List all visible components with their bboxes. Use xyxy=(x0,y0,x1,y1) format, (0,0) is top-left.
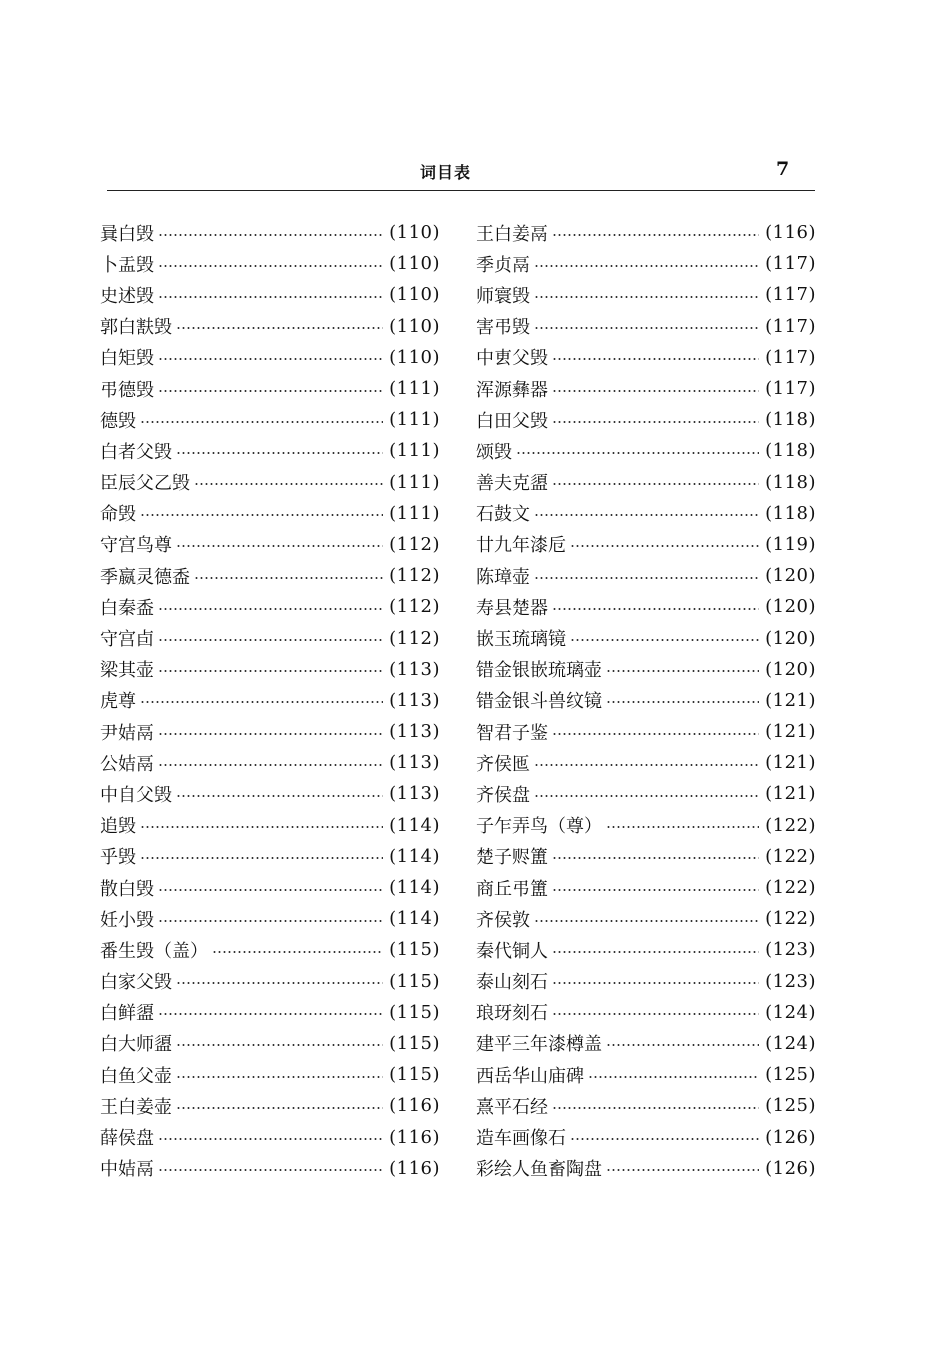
entry-page-ref: (115) xyxy=(389,1032,440,1054)
leader-dots xyxy=(140,825,383,829)
entry-name: 泰山刻石 xyxy=(476,972,548,994)
entry-page-ref: (113) xyxy=(389,658,440,680)
leader-dots xyxy=(552,1106,759,1110)
leader-dots xyxy=(194,482,383,486)
page-title: 词目表 xyxy=(420,163,472,182)
leader-dots xyxy=(552,420,759,424)
entry-name: 齐侯盘 xyxy=(476,784,530,806)
entry-name: 商丘弔簠 xyxy=(476,878,548,900)
index-entry xyxy=(476,778,816,809)
entry-page-ref: (118) xyxy=(765,440,816,462)
entry-name: 害弔毁 xyxy=(476,317,530,339)
entry-name: 善夫克盨 xyxy=(476,473,548,495)
entry-name: 熹平石经 xyxy=(476,1096,548,1118)
entry-page-ref: (113) xyxy=(389,689,440,711)
index-entry xyxy=(476,716,816,747)
index-entry xyxy=(476,934,816,965)
leader-dots xyxy=(158,638,383,642)
entry-page-ref: (122) xyxy=(765,908,816,930)
entry-name: 浑源彝器 xyxy=(476,379,548,401)
entry-page-ref: (120) xyxy=(765,627,816,649)
leader-dots xyxy=(212,950,383,954)
leader-dots xyxy=(176,451,383,455)
index-entry xyxy=(100,716,440,747)
leader-dots xyxy=(534,513,759,517)
leader-dots xyxy=(552,981,759,985)
entry-name: 西岳华山庙碑 xyxy=(476,1065,584,1087)
entry-name: 石鼓文 xyxy=(476,504,530,526)
index-entry xyxy=(100,997,440,1028)
leader-dots xyxy=(176,326,383,330)
leader-dots xyxy=(158,763,383,767)
index-entry xyxy=(100,279,440,310)
entry-page-ref: (111) xyxy=(389,440,440,462)
entry-name: 齐侯敦 xyxy=(476,909,530,931)
header-rule xyxy=(107,190,815,191)
entry-name: 守宫卣 xyxy=(100,629,154,651)
leader-dots xyxy=(140,420,383,424)
index-entry xyxy=(476,435,816,466)
index-entry xyxy=(476,997,816,1028)
entry-name: 公姞鬲 xyxy=(100,753,154,775)
entry-page-ref: (120) xyxy=(765,596,816,618)
entry-name: 妊小毁 xyxy=(100,909,154,931)
entry-name: 寿县楚器 xyxy=(476,597,548,619)
entry-name: 命毁 xyxy=(100,504,136,526)
index-entry xyxy=(100,903,440,934)
entry-name: 中姞鬲 xyxy=(100,1159,154,1181)
entry-page-ref: (119) xyxy=(765,533,816,555)
index-entry xyxy=(100,373,440,404)
entry-page-ref: (111) xyxy=(389,471,440,493)
index-entry xyxy=(476,1153,816,1184)
index-entry xyxy=(476,747,816,778)
entry-page-ref: (110) xyxy=(389,253,440,275)
leader-dots xyxy=(534,326,759,330)
index-entry xyxy=(476,560,816,591)
leader-dots xyxy=(516,451,759,455)
entry-name: 史述毁 xyxy=(100,285,154,307)
leader-dots xyxy=(140,513,383,517)
entry-page-ref: (114) xyxy=(389,845,440,867)
index-entry xyxy=(100,560,440,591)
index-entry xyxy=(100,747,440,778)
entry-name: 琅玡刻石 xyxy=(476,1003,548,1025)
entry-page-ref: (117) xyxy=(765,378,816,400)
leader-dots xyxy=(606,700,759,704)
index-entry xyxy=(476,622,816,653)
entry-page-ref: (121) xyxy=(765,783,816,805)
leader-dots xyxy=(570,544,759,548)
entry-name: 陈璋壶 xyxy=(476,566,530,588)
index-entry xyxy=(100,311,440,342)
leader-dots xyxy=(158,669,383,673)
entry-name: 王白姜鬲 xyxy=(476,223,548,245)
entry-name: 白矩毁 xyxy=(100,348,154,370)
leader-dots xyxy=(606,825,759,829)
entry-page-ref: (118) xyxy=(765,409,816,431)
leader-dots xyxy=(176,1043,383,1047)
left-index-column xyxy=(100,217,440,1184)
entry-page-ref: (114) xyxy=(389,877,440,899)
index-entry xyxy=(476,1028,816,1059)
leader-dots xyxy=(534,576,759,580)
leader-dots xyxy=(176,794,383,798)
entry-name: 德毁 xyxy=(100,410,136,432)
entry-name: 㠱白毁 xyxy=(100,223,154,245)
index-entry xyxy=(476,467,816,498)
leader-dots xyxy=(552,888,759,892)
entry-page-ref: (121) xyxy=(765,752,816,774)
page-number: 7 xyxy=(776,158,790,180)
leader-dots xyxy=(140,856,383,860)
entry-page-ref: (123) xyxy=(765,970,816,992)
entry-page-ref: (117) xyxy=(765,315,816,337)
leader-dots xyxy=(158,919,383,923)
entry-page-ref: (112) xyxy=(389,627,440,649)
index-entry xyxy=(100,685,440,716)
index-entry xyxy=(476,529,816,560)
entry-name: 乎毁 xyxy=(100,847,136,869)
index-entry xyxy=(100,342,440,373)
entry-name: 白鱼父壶 xyxy=(100,1065,172,1087)
leader-dots xyxy=(552,950,759,954)
entry-name: 中叀父毁 xyxy=(476,348,548,370)
entry-name: 追毁 xyxy=(100,816,136,838)
leader-dots xyxy=(158,233,383,237)
index-entry xyxy=(476,498,816,529)
entry-name: 白鲜盨 xyxy=(100,1003,154,1025)
index-entry xyxy=(100,1153,440,1184)
index-entry xyxy=(476,1090,816,1121)
entry-page-ref: (113) xyxy=(389,752,440,774)
entry-page-ref: (124) xyxy=(765,1001,816,1023)
index-entry xyxy=(476,841,816,872)
leader-dots xyxy=(552,389,759,393)
index-entry xyxy=(476,966,816,997)
entry-page-ref: (120) xyxy=(765,565,816,587)
entry-name: 廿九年漆卮 xyxy=(476,535,566,557)
entry-page-ref: (115) xyxy=(389,970,440,992)
leader-dots xyxy=(552,1012,759,1016)
entry-page-ref: (115) xyxy=(389,939,440,961)
entry-page-ref: (122) xyxy=(765,814,816,836)
entry-name: 散白毁 xyxy=(100,878,154,900)
entry-page-ref: (125) xyxy=(765,1064,816,1086)
entry-page-ref: (114) xyxy=(389,814,440,836)
index-entry xyxy=(476,1059,816,1090)
index-entry xyxy=(100,966,440,997)
entry-page-ref: (116) xyxy=(389,1095,440,1117)
leader-dots xyxy=(570,1137,759,1141)
index-entry xyxy=(476,311,816,342)
entry-name: 季贞鬲 xyxy=(476,254,530,276)
index-entry xyxy=(476,903,816,934)
entry-page-ref: (110) xyxy=(389,346,440,368)
entry-name: 建平三年漆樽盖 xyxy=(476,1034,602,1056)
index-entry xyxy=(100,841,440,872)
leader-dots xyxy=(140,700,383,704)
entry-page-ref: (126) xyxy=(765,1157,816,1179)
index-entry xyxy=(100,529,440,560)
leader-dots xyxy=(552,482,759,486)
leader-dots xyxy=(158,1012,383,1016)
leader-dots xyxy=(176,544,383,548)
leader-dots xyxy=(534,763,759,767)
entry-name: 颂毁 xyxy=(476,441,512,463)
entry-page-ref: (113) xyxy=(389,721,440,743)
entry-name: 白家父毁 xyxy=(100,972,172,994)
leader-dots xyxy=(552,233,759,237)
leader-dots xyxy=(552,856,759,860)
index-entry xyxy=(100,467,440,498)
index-entry xyxy=(100,1121,440,1152)
entry-page-ref: (111) xyxy=(389,409,440,431)
leader-dots xyxy=(158,1137,383,1141)
index-entry xyxy=(476,872,816,903)
index-entry xyxy=(100,622,440,653)
index-entry xyxy=(100,1028,440,1059)
index-entry xyxy=(100,654,440,685)
entry-page-ref: (120) xyxy=(765,658,816,680)
entry-page-ref: (115) xyxy=(389,1064,440,1086)
entry-name: 番生毁（盖） xyxy=(100,940,208,962)
entry-page-ref: (111) xyxy=(389,378,440,400)
entry-name: 弔德毁 xyxy=(100,379,154,401)
index-entry xyxy=(100,934,440,965)
entry-name: 子乍弄鸟（尊） xyxy=(476,816,602,838)
index-entry xyxy=(476,342,816,373)
entry-page-ref: (122) xyxy=(765,877,816,899)
entry-page-ref: (117) xyxy=(765,253,816,275)
index-entry xyxy=(100,217,440,248)
index-entry xyxy=(476,1121,816,1152)
entry-name: 楚子赆簠 xyxy=(476,847,548,869)
entry-name: 错金银嵌琉璃壶 xyxy=(476,660,602,682)
entry-page-ref: (116) xyxy=(389,1157,440,1179)
leader-dots xyxy=(158,357,383,361)
index-entry xyxy=(476,654,816,685)
entry-page-ref: (121) xyxy=(765,721,816,743)
entry-page-ref: (110) xyxy=(389,284,440,306)
entry-page-ref: (116) xyxy=(765,222,816,244)
index-entry xyxy=(100,810,440,841)
entry-page-ref: (111) xyxy=(389,502,440,524)
entry-page-ref: (110) xyxy=(389,222,440,244)
entry-page-ref: (110) xyxy=(389,315,440,337)
leader-dots xyxy=(552,607,759,611)
entry-name: 造车画像石 xyxy=(476,1128,566,1150)
entry-page-ref: (118) xyxy=(765,502,816,524)
entry-page-ref: (122) xyxy=(765,845,816,867)
index-entry xyxy=(100,248,440,279)
leader-dots xyxy=(534,264,759,268)
index-entry xyxy=(476,404,816,435)
entry-page-ref: (112) xyxy=(389,596,440,618)
entry-name: 臣辰父乙毁 xyxy=(100,473,190,495)
entry-name: 师寰毁 xyxy=(476,285,530,307)
index-entry xyxy=(100,404,440,435)
leader-dots xyxy=(158,1168,383,1172)
entry-name: 卜盂毁 xyxy=(100,254,154,276)
leader-dots xyxy=(534,919,759,923)
entry-name: 白田父毁 xyxy=(476,410,548,432)
leader-dots xyxy=(176,981,383,985)
leader-dots xyxy=(158,607,383,611)
entry-page-ref: (115) xyxy=(389,1001,440,1023)
leader-dots xyxy=(606,669,759,673)
leader-dots xyxy=(176,1075,383,1079)
entry-name: 齐侯匜 xyxy=(476,753,530,775)
entry-name: 智君子鉴 xyxy=(476,722,548,744)
leader-dots xyxy=(194,576,383,580)
entry-name: 中自父毁 xyxy=(100,784,172,806)
entry-page-ref: (126) xyxy=(765,1126,816,1148)
leader-dots xyxy=(534,295,759,299)
entry-page-ref: (124) xyxy=(765,1032,816,1054)
leader-dots xyxy=(552,357,759,361)
entry-name: 尹姞鬲 xyxy=(100,722,154,744)
index-entry xyxy=(100,1059,440,1090)
leader-dots xyxy=(158,389,383,393)
entry-name: 错金银斗兽纹镜 xyxy=(476,691,602,713)
index-entry xyxy=(476,279,816,310)
entry-page-ref: (125) xyxy=(765,1095,816,1117)
index-entry xyxy=(100,1090,440,1121)
entry-name: 白秦盉 xyxy=(100,597,154,619)
entry-page-ref: (113) xyxy=(389,783,440,805)
index-entry xyxy=(100,591,440,622)
leader-dots xyxy=(552,732,759,736)
entry-name: 王白姜壶 xyxy=(100,1096,172,1118)
entry-page-ref: (117) xyxy=(765,346,816,368)
leader-dots xyxy=(534,794,759,798)
entry-page-ref: (117) xyxy=(765,284,816,306)
entry-name: 彩绘人鱼畜陶盘 xyxy=(476,1159,602,1181)
index-entry xyxy=(476,373,816,404)
leader-dots xyxy=(158,732,383,736)
entry-page-ref: (123) xyxy=(765,939,816,961)
leader-dots xyxy=(158,295,383,299)
leader-dots xyxy=(158,264,383,268)
entry-name: 白大师盨 xyxy=(100,1034,172,1056)
entry-page-ref: (118) xyxy=(765,471,816,493)
entry-name: 郭白㝬毁 xyxy=(100,317,172,339)
index-entry xyxy=(100,498,440,529)
leader-dots xyxy=(588,1075,759,1079)
entry-page-ref: (116) xyxy=(389,1126,440,1148)
index-entry xyxy=(476,685,816,716)
index-entry xyxy=(476,810,816,841)
entry-name: 薛侯盘 xyxy=(100,1128,154,1150)
leader-dots xyxy=(606,1043,759,1047)
entry-name: 季嬴灵德盉 xyxy=(100,566,190,588)
entry-page-ref: (121) xyxy=(765,689,816,711)
index-entry xyxy=(476,217,816,248)
leader-dots xyxy=(176,1106,383,1110)
right-index-column xyxy=(476,217,816,1184)
entry-name: 白者父毁 xyxy=(100,441,172,463)
leader-dots xyxy=(606,1168,759,1172)
entry-page-ref: (112) xyxy=(389,565,440,587)
page-header xyxy=(0,158,952,188)
index-entry xyxy=(476,248,816,279)
leader-dots xyxy=(158,888,383,892)
index-entry xyxy=(476,591,816,622)
index-entry xyxy=(100,872,440,903)
entry-page-ref: (114) xyxy=(389,908,440,930)
index-entry xyxy=(100,435,440,466)
entry-page-ref: (112) xyxy=(389,533,440,555)
entry-name: 守宫鸟尊 xyxy=(100,535,172,557)
leader-dots xyxy=(570,638,759,642)
entry-name: 虎尊 xyxy=(100,691,136,713)
entry-name: 嵌玉琉璃镜 xyxy=(476,629,566,651)
entry-name: 秦代铜人 xyxy=(476,940,548,962)
entry-name: 梁其壶 xyxy=(100,660,154,682)
index-entry xyxy=(100,778,440,809)
